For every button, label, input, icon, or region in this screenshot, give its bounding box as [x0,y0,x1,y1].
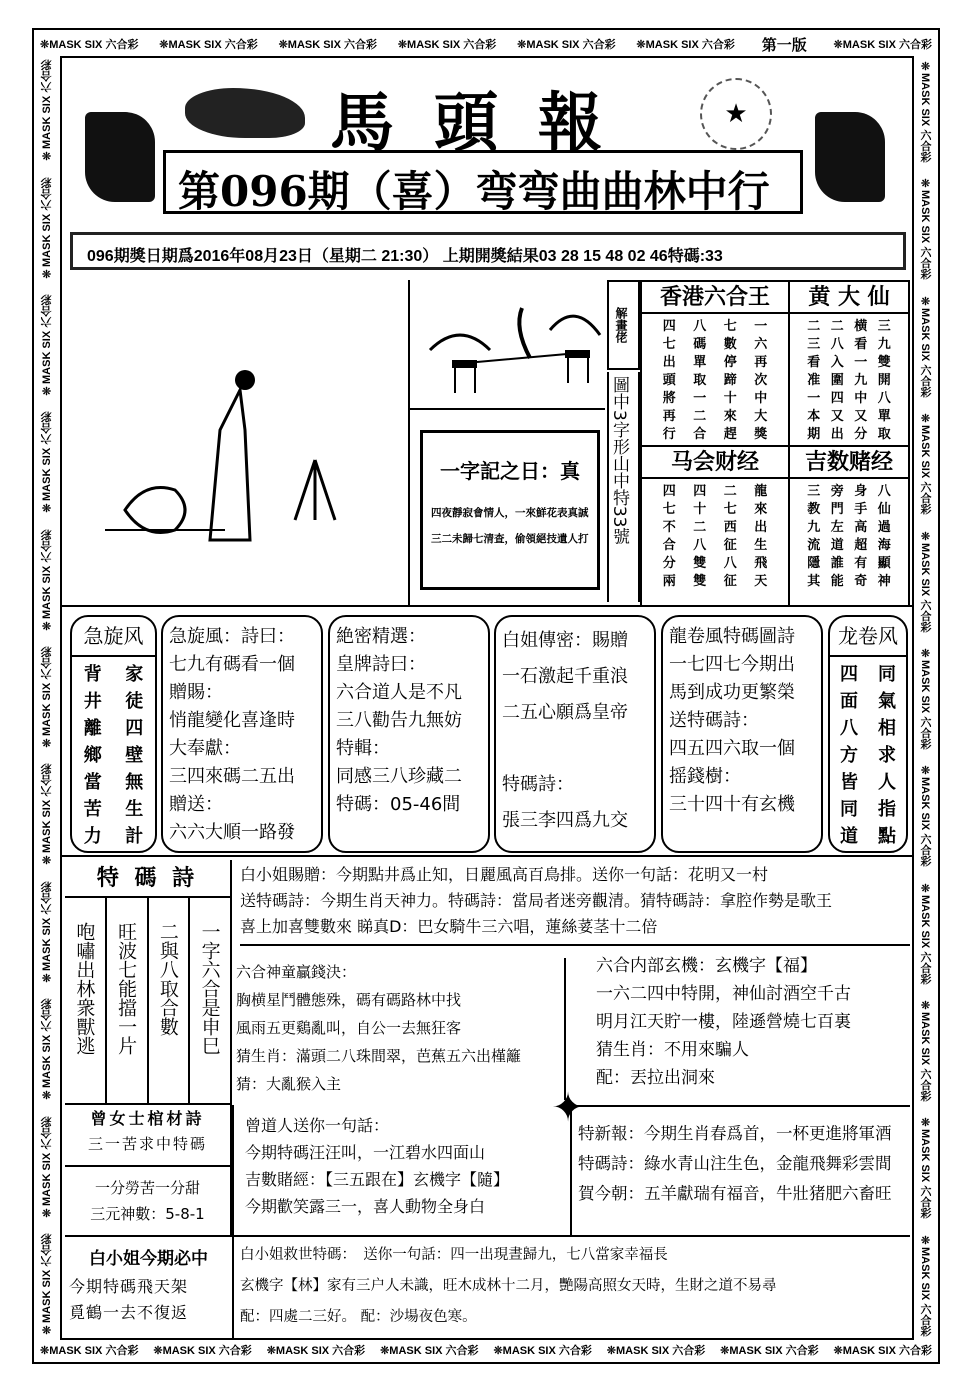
text-line: 白小姐救世特碼： 送你一句話：四一出現晝歸九，七八當家幸福長 [240,1247,668,1263]
verse-char: 離 [83,718,102,739]
grid-char: 獎 [754,427,768,442]
grid-char: 有 [854,556,868,571]
grid-char: 七 [662,502,676,517]
text-line: 曾道人送你一句話： [245,1116,390,1135]
border-text: ❊MASK SIX 六合彩 [41,646,53,750]
tips-table [640,280,790,445]
grid-char: 三 [807,337,821,352]
grid-char: 碼 [693,337,707,352]
grid-char: 七 [723,319,737,334]
te-ma-shi-column: 二與八取合數 [147,898,189,1103]
grid-char: 次 [754,373,768,388]
verse-char: 苦 [83,799,102,820]
poem-line: 白姐傳密：賜贈 [502,630,628,651]
te-ma-shi-column: 一字六合是申巳 [188,898,230,1103]
grid-char: 其 [807,574,821,589]
border-text: ❊MASK SIX 六合彩 [40,1345,139,1357]
poem-line: 四五四六取一個 [669,738,795,759]
border-text: ❊MASK SIX 六合彩 [380,1345,479,1357]
verse-char: 鄉 [83,745,102,766]
zeng-nvshi-title: 曾女士棺材詩 [90,1109,205,1128]
divider [232,1105,234,1340]
tips-table-title: 香港六合王 [642,282,788,314]
poem-line: 大奉獻： [169,738,241,759]
text-line: 喜上加喜雙數來 睇真D：巴女騎牛三六唱，蓮絲荽茎十二倍 [240,917,658,936]
border-text: ❊MASK SIX 六合彩 [41,60,53,163]
border-text: ❊MASK SIX 六合彩 [41,764,53,867]
jixuanfeng-verse [72,657,155,850]
divider [232,1235,910,1237]
grid-char: 身 [854,484,868,499]
border-text: ❊MASK SIX 六合彩 [266,1345,366,1357]
grid-char: 顯 [877,556,891,571]
border-text: ❊MASK SIX 六合彩 [919,60,931,163]
grid-char: 教 [807,502,821,517]
border-text: ❊MASK SIX 六合彩 [517,39,616,51]
border-text: ❊MASK SIX 六合彩 [159,39,258,51]
poem-line: 三八勸告九無妨 [336,710,462,731]
border-text: ❊MASK SIX 六合彩 [919,1116,931,1219]
verse-char: 四 [125,718,144,739]
grid-char: 手 [854,502,868,517]
text-line: 六合神童贏錢決： [236,963,357,981]
poem-line: 特輯： [336,738,390,759]
border-text: ❊MASK SIX 六合彩 [41,999,53,1102]
zeng-nvshi-box [65,1105,232,1167]
tips-table-grid [790,314,908,444]
grid-char: 飛 [754,556,768,571]
grid-char: 旁 [830,484,844,499]
border-text: ❊MASK SIX 六合彩 [41,1233,53,1336]
border-text: ❊MASK SIX 六合彩 [606,1345,706,1357]
grid-char: 四 [662,319,676,334]
grid-char: 九 [807,520,821,535]
grid-char: 兩 [662,574,676,589]
grid-char: 九 [877,337,891,352]
poem-line: 七九有碼看一個 [169,654,295,675]
grid-char: 八 [830,337,844,352]
grid-char: 圍 [830,373,844,388]
text-line: 明月江天貯一樓，陸遜營燒七百裏 [596,1012,851,1032]
verse-char: 當 [83,772,102,793]
grid-char: 單 [693,355,707,370]
grid-char: 征 [723,538,737,553]
jiushi-section [240,1240,910,1336]
grid-char: 再 [754,355,768,370]
border-text: ❊MASK SIX 六合彩 [919,646,931,750]
poem-box-longjuanfeng [661,615,823,853]
verse-char: 氣 [878,691,896,712]
grid-char: 七 [723,502,737,517]
text-line: 風雨五更鷄亂叫，自公一去無狂客 [236,1019,462,1037]
verse-char: 人 [878,772,896,793]
verse-char: 指 [878,799,896,820]
grid-char: 能 [830,574,844,589]
border-text: ❊MASK SIX 六合彩 [833,1345,932,1357]
grid-char: 開 [877,373,891,388]
flag-left-icon [85,112,155,202]
grid-char: 二 [693,520,707,535]
text-line: 覓鶴一去不復返 [69,1303,189,1322]
tips-table [790,280,910,445]
grid-char: 過 [877,520,891,535]
verse-char: 井 [83,691,102,712]
bixzhong-title: 白小姐今期必中 [89,1249,208,1269]
bixzhong-box [65,1240,232,1338]
grid-char: 八 [877,391,891,406]
grid-char: 西 [723,520,737,535]
grid-char: 四 [693,484,707,499]
grid-char: 四 [662,484,676,499]
tips-table [640,445,790,605]
verse-char: 八 [840,718,858,739]
text-line: 白小姐賜贈：今期點井爲止知，日麗風高百鳥排。送你一句話：花明又一村 [240,865,769,884]
text-line: 今期特碼汪汪叫，一江碧水四面山 [245,1143,486,1162]
border-text: ❊MASK SIX 六合彩 [919,881,931,984]
tips-table-title: 吉数赌经 [790,447,908,479]
grid-char: 數 [723,337,737,352]
neibu-section [596,952,906,1094]
grid-char: 再 [662,409,676,424]
grid-char: 頭 [662,373,676,388]
grid-char: 二 [807,319,821,334]
border-text: ❊MASK SIX 六合彩 [40,39,139,51]
border-text: ❊MASK SIX 六合彩 [919,1233,931,1336]
text-line: 六合内部玄機：玄機字【福】 [596,956,817,976]
grid-char: 來 [754,502,768,517]
text-line: 一六二四中特開，神仙討酒空千古 [596,984,851,1004]
text-line: 特新報：今期生肖春爲首，一杯更進將軍酒 [578,1124,892,1143]
grid-char: 大 [754,409,768,424]
grid-char: 出 [662,355,676,370]
grid-char: 中 [754,391,768,406]
verse-char: 面 [840,691,858,712]
te-ma-shi-title: 特 碼 詩 [65,860,230,898]
border-strip-right [916,60,934,1336]
grid-char: 中 [854,391,868,406]
grid-char: 雙 [877,355,891,370]
grid-char: 本 [807,409,821,424]
border-strip-bottom [40,1342,932,1358]
text-line: 賀今朝：五羊獻瑞有福音，牛壯猪肥六畜旺 [578,1184,892,1203]
poem-line: 龍卷風特碼圖詩 [669,626,795,647]
border-text: ❊MASK SIX 六合彩 [919,412,931,515]
newspaper-title: 馬頭報 [330,86,642,161]
te-ma-shi-column: 咆嘯出林衆獸逃 [73,922,96,1055]
picture-left [65,280,410,605]
verse-char: 壁 [125,745,144,766]
verse-char: 同 [840,799,858,820]
grid-char: 七 [662,337,676,352]
grid-char: 取 [877,427,891,442]
verse-char: 同 [878,664,896,685]
grid-char: 又 [854,409,868,424]
verse-char: 求 [878,745,896,766]
grid-char: 停 [723,355,737,370]
grid-char: 門 [830,502,844,517]
grid-char: 超 [854,538,868,553]
jixuanfeng-title: 急旋风 [72,617,155,657]
picture-explainer-label: 解畫佬 [607,280,640,370]
border-text: ❊MASK SIX 六合彩 [41,177,53,280]
text-line: 配：四處二三好。 配：沙場夜色寒。 [240,1309,477,1325]
border-text: ❊MASK SIX 六合彩 [919,764,931,867]
zeng-daoren-section [245,1112,565,1232]
grid-char: 三 [807,484,821,499]
grid-char: 看 [854,337,868,352]
poem-line: 特碼：05-46間 [336,794,461,815]
verse-char: 背 [83,664,102,685]
flag-right-icon [815,112,885,202]
picture-middle [410,280,605,410]
grid-char: 生 [754,538,768,553]
grid-char: 行 [662,427,676,442]
longjuanfeng-box [828,615,908,853]
illustration-figure-icon [65,280,405,600]
border-text: ❊MASK SIX 六合彩 [919,529,931,632]
grid-char: 又 [830,409,844,424]
four-point-star-icon: ✦ [551,1085,585,1131]
verse-char: 方 [840,745,858,766]
text-line: 一分勞苦一分甜 [94,1179,200,1197]
grid-char: 雙 [693,556,707,571]
border-text: ❊MASK SIX 六合彩 [153,1345,252,1357]
seal-star-icon: ★ [700,78,772,150]
longjuanfeng-title: 龙卷风 [830,617,906,657]
riddle-line: 四夜靜寂會情人，一來鮮花表真誠 [431,507,589,519]
grid-char: 一 [754,319,768,334]
verse-char: 相 [878,718,896,739]
shentong-section [236,958,566,1100]
tips-table-grid [642,479,788,591]
text-line: 送特碼詩：今期生肖天神力。特碼詩：當局者迷旁觀清。猜特碼詩：拿腔作勢是歌王 [240,891,833,910]
verse-char: 計 [125,826,144,847]
poem-line: 一石激起千重浪 [502,666,628,687]
grid-char: 雙 [693,574,707,589]
poem-line: 急旋風：詩曰： [169,626,295,647]
grid-char: 一 [693,391,707,406]
grid-char: 合 [693,427,707,442]
te-ma-shi-box [65,860,232,1105]
te-ma-shi-columns [65,898,230,1103]
poem-line: 六六大順一路發 [169,822,295,843]
grid-char: 誰 [830,556,844,571]
grid-char: 神 [877,574,891,589]
poem-line: 六合道人是不凡 [336,682,462,703]
poem-line: 贈賜： [169,682,223,703]
border-text: ❊MASK SIX 六合彩 [397,39,497,51]
grid-char: 取 [693,373,707,388]
border-text: ❊MASK SIX 六合彩 [833,39,932,51]
text-line: 猜生肖：滿頭二八珠間翠，芭蕉五六出槿籬 [236,1047,522,1065]
border-text: ❊MASK SIX 六合彩 [493,1345,592,1357]
poem-box-jueimi [328,615,490,853]
poem-line: 贈送： [169,794,223,815]
verse-char: 生 [125,799,144,820]
border-text: ❊MASK SIX 六合彩 [41,412,53,515]
grid-char: 二 [723,484,737,499]
grid-char: 出 [754,520,768,535]
poem-line: 三十四十有玄機 [669,794,795,815]
grid-char: 一 [807,391,821,406]
poem-line: 絶密精選： [336,626,426,647]
grid-char: 期 [807,427,821,442]
picture-hint: 圖中3字形山中特33號 [607,372,640,602]
poem-line [502,731,648,767]
border-text: ❊MASK SIX 六合彩 [919,999,931,1102]
verse-char: 力 [83,826,102,847]
grid-char: 入 [830,355,844,370]
grid-char: 四 [830,391,844,406]
border-text: ❊MASK SIX 六合彩 [41,1116,53,1219]
tips-table-grid [790,479,908,591]
text-line: 特碼詩：綠水青山注生色，金龍飛舞彩雲間 [578,1154,892,1173]
verse-char: 皆 [840,772,858,793]
grid-char: 八 [693,538,707,553]
grid-char: 八 [877,484,891,499]
verse-char: 家 [125,664,144,685]
text-line: 吉數賭經：【三五跟在】玄機字【隨】 [245,1170,510,1189]
border-text: ❊MASK SIX 六合彩 [41,294,53,397]
grid-char: 來 [723,409,737,424]
bai-xiaojie-gift [240,862,910,946]
grid-char: 龍 [754,484,768,499]
grid-char: 趕 [723,427,737,442]
grid-char: 仙 [877,502,891,517]
text-line: 今期特碼飛天架 [69,1277,189,1296]
draw-date-bar: 096期獎日期爲2016年08月23日（星期二 21:30） 上期開獎結果03 28 15 48 02 46特碼:33 [70,232,906,270]
tips-table-grid [642,314,788,444]
grid-char: 將 [662,391,676,406]
zeng-nvshi-line: 三一苦求中特碼 [87,1135,207,1153]
grid-char: 二 [693,409,707,424]
poem-line: 特碼詩： [502,774,574,795]
grid-char: 征 [723,574,737,589]
tips-table-title: 马会财经 [642,447,788,479]
grid-char: 流 [807,538,821,553]
grid-char: 分 [662,556,676,571]
border-text: ❊MASK SIX 六合彩 [636,39,735,51]
verse-char: 四 [840,664,858,685]
text-line: 猜生肖：不用來騙人 [596,1040,749,1060]
grid-char: 九 [854,373,868,388]
poem-line: 同感三八珍藏二 [336,766,462,787]
poem-line: 悄龍變化喜逢時 [169,710,295,731]
verse-char: 徒 [125,691,144,712]
illustration-tightrope-icon [410,280,605,405]
grid-char: 横 [854,319,868,334]
grid-char: 海 [877,538,891,553]
text-line: 胸横星鬥體態殊，碼有碼路林中找 [236,991,462,1009]
te-xinbao-section [570,1105,910,1235]
text-line: 猜：大亂猴入主 [236,1075,342,1093]
verse-char: 無 [125,772,144,793]
poem-line: 一七四七今期出 [669,654,795,675]
edition-label: 第一版 [761,35,807,54]
tips-table [790,445,910,605]
grid-char: 蹄 [723,373,737,388]
border-strip-top [40,36,932,52]
poem-box-jixuanfeng [161,615,323,853]
riddle-title: 一字記之日：真 [440,459,580,483]
grid-char: 三 [877,319,891,334]
grid-char: 八 [693,319,707,334]
grid-char: 二 [830,319,844,334]
grid-char: 六 [754,337,768,352]
grid-char: 左 [830,520,844,535]
border-text: ❊MASK SIX 六合彩 [919,177,931,280]
poem-line: 張三李四爲九交 [502,810,628,831]
jixuanfeng-box [70,615,157,853]
poem-line: 二五心願爲皇帝 [502,702,628,723]
poem-line: 送特碼詩： [669,710,759,731]
grid-char: 隱 [807,556,821,571]
text-line: 玄機字【林】家有三户人未識，旺木成林十二月，艷陽高照女天時，生財之道不易尋 [240,1278,777,1294]
grid-char: 單 [877,409,891,424]
border-text: ❊MASK SIX 六合彩 [41,881,53,984]
riddle-line: 三二未歸七清查，偷領絕技遺人打 [431,533,589,545]
border-strip-left [38,60,56,1336]
poem-line: 馬到成功更繁榮 [669,682,795,703]
verse-char: 道 [840,826,858,847]
tips-table-title: 黄 大 仙 [790,282,908,314]
grid-char: 高 [854,520,868,535]
border-text: ❊MASK SIX 六合彩 [41,529,53,632]
grid-char: 合 [662,538,676,553]
grid-char: 出 [830,427,844,442]
text-line: 三元神數：5-8-1 [90,1205,205,1223]
grid-char: 一 [854,355,868,370]
grid-char: 分 [854,427,868,442]
verse-char: 點 [878,826,896,847]
poem-box-baijie [494,615,656,853]
issue-banner: 第096期（喜）弯弯曲曲林中行 [163,150,803,214]
poem-line: 皇牌詩曰： [336,654,426,675]
longjuanfeng-verse [830,657,906,850]
text-line: 今期歡笑露三一，喜人動物全身白 [245,1197,486,1216]
border-text: ❊MASK SIX 六合彩 [919,294,931,397]
te-ma-shi-column: 旺波七能擋一片 [105,898,147,1103]
sanyuan-box [65,1167,232,1237]
grid-char: 十 [693,502,707,517]
grid-char: 准 [807,373,821,388]
grid-char: 天 [754,574,768,589]
grid-char: 十 [723,391,737,406]
grid-char: 不 [662,520,676,535]
grid-char: 看 [807,355,821,370]
text-line: 配：丟拉出洞來 [596,1068,715,1088]
riddle-box [420,430,600,590]
border-text: ❊MASK SIX 六合彩 [720,1345,819,1357]
grid-char: 奇 [854,574,868,589]
grid-char: 八 [723,556,737,571]
poem-line: 摇錢樹： [669,766,741,787]
border-text: ❊MASK SIX 六合彩 [278,39,378,51]
grid-char: 道 [830,538,844,553]
poem-line: 三四來碼二五出 [169,766,295,787]
